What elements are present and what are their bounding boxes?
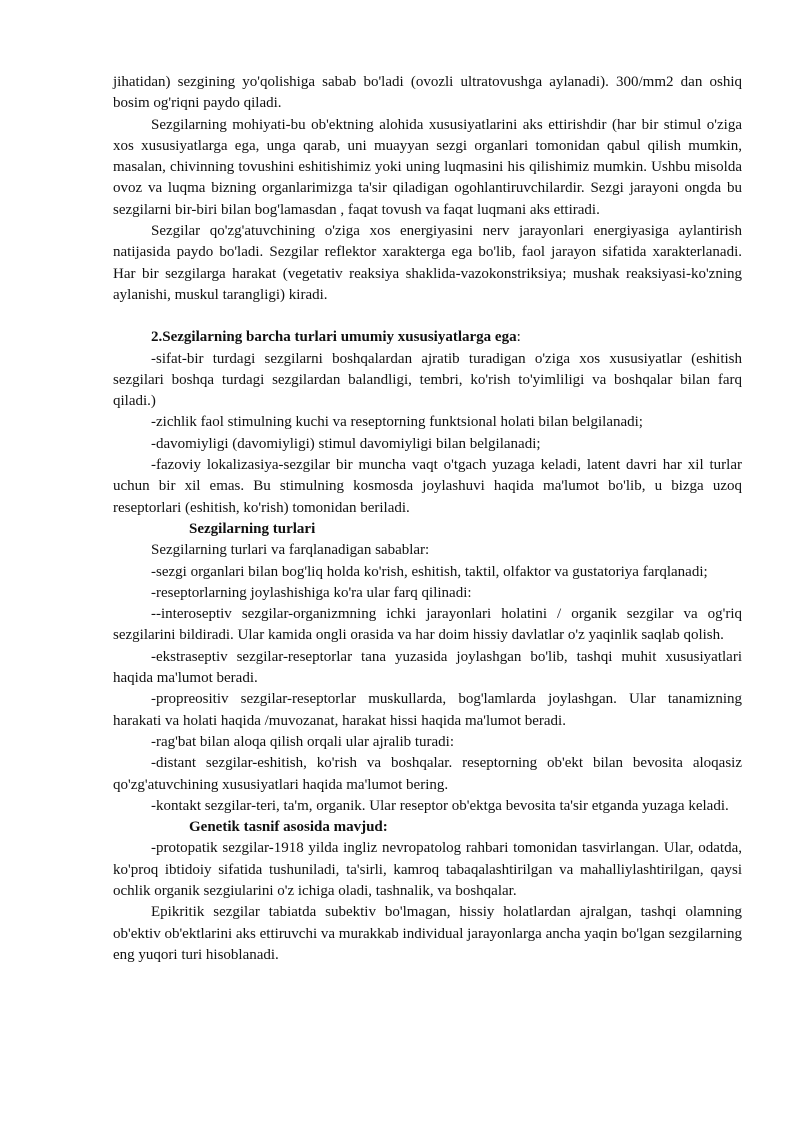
- paragraph-distant: -distant sezgilar-eshitish, ko'rish va boshqalar. reseptorning ob'ekt bilan bevosita aloqasiz qo'zg'atuvchining xususiyatlari haqida ma'lumot bering.: [113, 755, 742, 793]
- paragraph-exteroceptive: -ekstraseptiv sezgilar-reseptorlar tana yuzasida joylashgan bo'lib, tashqi muhit xususiyatlari haqida ma'lumot beradi.: [113, 648, 742, 687]
- paragraph-interoceptive: --interoseptiv sezgilar-organizmning ichki jarayonlari holatini / organik sezgilar va og'riq sezgilarini bildiradi. Ular kamida ongli orasida va har doim hissiy davlatlar o'z yaqinlik saqlab qolish.: [113, 606, 742, 644]
- paragraph-receptor-location: -reseptorlarning joylashishiga ko'ra ular farq qilinadi:: [151, 584, 472, 601]
- paragraph-intensity: -zichlik faol stimulning kuchi va reseptorning funktsional holati bilan belgilanadi;: [151, 414, 643, 431]
- paragraph-types-intro: Sezgilarning turlari va farqlanadigan sabablar:: [151, 542, 430, 559]
- paragraph-contact: -kontakt sezgilar-teri, ta'm, organik. Ular reseptor ob'ektga bevosita ta'sir etganda yuzaga keladi.: [151, 797, 729, 814]
- section-heading-properties: [113, 327, 742, 348]
- spacer: [113, 306, 742, 327]
- paragraph-epicritic: Epikritik sezgilar tabiatda subektiv bo'lmagan, hissiy holatlardan ajralgan, tashqi olamning ob'ektiv ob'ektlarini aks ettiruvchi va murakkab individual jarayonlarga ancha yaqin bo'lgan sezgilarning eng yuqori turi hisoblanadi.: [113, 904, 742, 963]
- section-heading-types: [113, 519, 742, 540]
- paragraph-duration: -davomiyligi (davomiyligi) stimul davomiyligi bilan belgilanadi;: [151, 435, 541, 452]
- paragraph-protopathic: -protopatik sezgilar-1918 yilda ingliz nevropatolog rahbari tomonidan tasvirlangan. Ular, odatda, ko'proq ibtidoiy sifatida tushuniladi, ta'sirli, kamroq tabaqalashtirilgan va mahalliylashtirilgan, qaysi ochlik organik sezgiularini o'z ichiga oladi, tashnalik, va boshqalar.: [113, 840, 742, 899]
- section-heading-properties-text: 2.Sezgilarning barcha turlari umumiy xususiyatlarga ega: [151, 329, 517, 346]
- section-heading-types-text: Sezgilarning turlari: [189, 520, 316, 537]
- paragraph-stimulus-contact: -rag'bat bilan aloqa qilish orqali ular ajralib turadi:: [151, 733, 455, 750]
- section-heading-genetic-text: Genetik tasnif asosida mavjud:: [189, 819, 388, 836]
- paragraph-quality: -sifat-bir turdagi sezgilarni boshqalardan ajratib turadigan o'ziga xos xususiyatlar (eshitish sezgilari boshqa turdagi sezgilardan balandligi, tembri, ko'rish to'yimliligi va boshqalar bilan farq qiladi.): [113, 350, 742, 410]
- paragraph-sense-organs: -sezgi organlari bilan bog'liq holda ko'rish, eshitish, taktil, olfaktor va gustatoriya farqlanadi;: [151, 563, 708, 580]
- paragraph-localization: -fazoviy lokalizasiya-sezgilar bir muncha vaqt o'tgach yuzaga keladi, latent davri har xil turlar uchun bir xil emas. Bu stimulning kosmosda joylashuvi haqida ma'lumot bo'lib, u bizga uzoq reseptorlari (eshitish, ko'rish) tomonidan beriladi.: [113, 457, 742, 516]
- section-heading-genetic: [113, 817, 742, 838]
- paragraph-essence: Sezgilarning mohiyati-bu ob'ektning alohida xususiyatlarini aks ettirishdir (har bir stimul o'ziga xos xususiyatlarga ega, unga qarab, uni muayyan sezgi organlari tomonidan qabul qilish mumkin, masalan, chivinning tovushini eshitishimiz yoki uning luqmasini his qilishimiz mumkin. Ushbu misolda ovoz va luqma bizning organlarimizga ta'sir qiladigan ogohlantiruvchilardir. Sezgi jarayoni ongda bu sezgilarni bir-biri bilan bog'lamasdan , faqat tovush va faqat luqmani aks ettiradi.: [113, 116, 742, 218]
- document-page: [113, 72, 742, 966]
- paragraph-continuation: jihatidan) sezgining yo'qolishiga sabab bo'ladi (ovozli ultratovushga aylanadi). 300/mm2 dan oshiq bosim og'riqni paydo qiladi.: [113, 74, 742, 112]
- paragraph-energy: Sezgilar qo'zg'atuvchining o'ziga xos energiyasini nerv jarayonlari energiyasiga aylantirish natijasida paydo bo'ladi. Sezgilar reflektor xarakterga ega bo'lib, faol jarayon sifatida xarakterlanadi. Har bir sezgilarga harakat (vegetativ reaksiya shaklida-vazokonstriksiya; mushak reaksiyasi-ko'zning aylanishi, muskul tarangligi) kiradi.: [113, 223, 742, 303]
- section-heading-colon: :: [516, 329, 521, 346]
- paragraph-proprioceptive: -propreositiv sezgilar-reseptorlar muskullarda, bog'lamlarda joylashgan. Ular tanamizning harakati va holati haqida /muvozanat, harakat hissi haqida ma'lumot beradi.: [113, 691, 742, 729]
